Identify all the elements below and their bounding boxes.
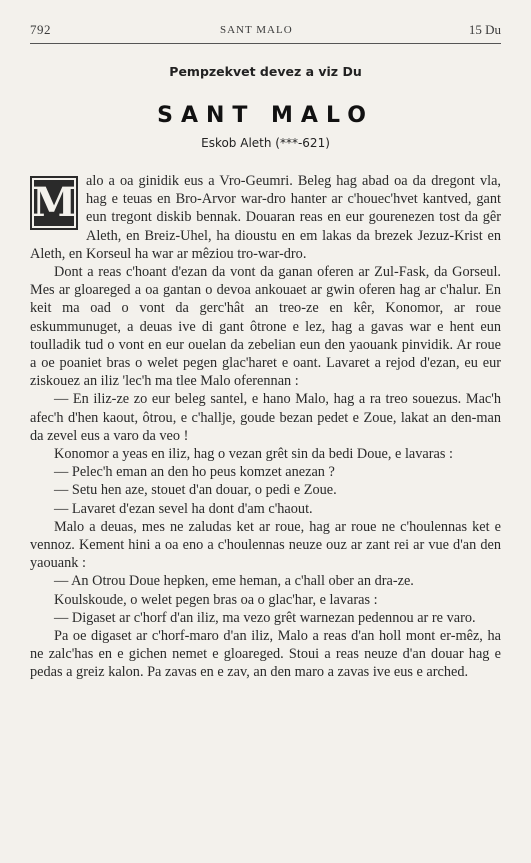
paragraph-11: — Digaset ar c'horf d'an iliz, ma vezo grêt warnezan pedennou ar re varo. xyxy=(54,609,476,626)
header-rule xyxy=(30,43,501,44)
running-head xyxy=(30,22,501,44)
paragraph-5: — Pelec'h eman an den ho peus komzet anezan ? xyxy=(54,464,335,481)
saint-subtitle: Eskob Aleth (***-621) xyxy=(201,136,330,150)
paragraph-2: Dont a reas c'hoant d'ezan da vont da ganan oferen ar Zul-Fask, da Gorseul. Mes ar gloareged a oa gantan o devoa ankouaet ar gwin oferen hag ar c'halur. En keit ma oad o vont da gerc'hât an treo-ze en kêr, Konomor, ar roue eskummunuget, a deuas ive di gant ôtrone e lez, hag a gavas war e hent eun toulladik tud o vont en eur ouelan da zebelian eun den yaouank pinvidik. Ar roue a oe poaniet bras o welet pegen glac'haret e oant. Lavaret a rejod d'ezan, eu eur ziskouez an iliz 'lec'h ma tlee Malo oferennan : xyxy=(30,264,501,390)
section-heading: Pempzekvet devez a viz Du xyxy=(169,64,362,79)
paragraph-10: Koulskoude, o welet pegen bras oa o glac'har, e lavaras : xyxy=(54,591,378,608)
paragraph-8: Malo a deuas, mes ne zaludas ket ar roue, hag ar roue ne c'houlennas ket e vennoz. Kement hini a oa eno a c'houlennas neuze ouz ar zant rei ar vue d'an den yaouank : xyxy=(30,518,501,572)
paragraph-4: Konomor a yeas en iliz, hag o vezan grêt sin da bedi Doue, e lavaras : xyxy=(54,446,453,463)
drop-cap: M xyxy=(30,176,78,230)
paragraph-12: Pa oe digaset ar c'horf-maro d'an iliz, Malo a reas d'an holl mont er-mêz, ha ne zalc'has en e gichen nemet e gloareged. Stoui a reas neuze d'an douar hag e pedas a greiz kalon. Pa zavas en e zav, an den maro a zavas ive eus e arched. xyxy=(30,628,501,681)
saint-title: SANT MALO xyxy=(157,103,374,128)
feast-date: 15 Du xyxy=(468,22,501,37)
paragraph-1 xyxy=(30,172,501,263)
paragraph-9: — An Otrou Doue hepken, eme heman, a c'hall ober an dra-ze. xyxy=(54,573,414,590)
page-number: 792 xyxy=(30,22,51,37)
running-title: SANT MALO xyxy=(220,24,293,36)
paragraph-7: — Lavaret d'ezan sevel ha dont d'am c'haout. xyxy=(54,500,313,517)
paragraph-text: alo a oa ginidik eus a Vro-Geumri. Beleg hag abad oa da dregont vla, hag e teuas en Bro-Arvor war-dro hanter ar c'houec'hvet kantved, gant eun tregont diskib bennak. Douaran reas en eur gourenezen tost da gêr Aleth, en Breiz-Uhel, ha dioustu en em lakas da brezek Jezuz-Krist en Aleth, en Korseul ha war ar mêziou tro-war-dro. xyxy=(30,173,501,262)
body-text xyxy=(30,172,501,682)
paragraph-6: — Setu hen aze, stouet d'an douar, o pedi e Zoue. xyxy=(54,482,337,499)
paragraph-3: — En iliz-ze zo eur beleg santel, e hano Malo, hag a ra treo souezus. Mac'h afec'h d'hen kaout, ôtrou, e c'hallje, goude bezan pedet e Zoue, lakat an den-man da zevel eus a varo da veo ! xyxy=(30,391,501,444)
